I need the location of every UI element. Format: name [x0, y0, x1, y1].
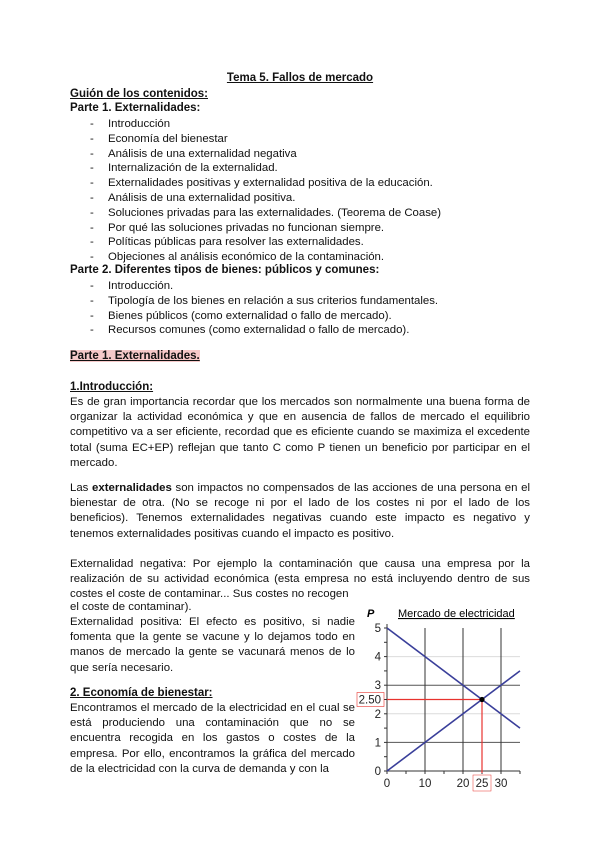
document-title: Tema 5. Fallos de mercado: [226, 72, 374, 84]
ext-text-pre: Las: [70, 482, 93, 494]
x-tick-label: 30: [494, 778, 508, 790]
intro-heading: 1.Introducción:: [70, 381, 154, 393]
y-tick-label: 2.50: [358, 694, 381, 707]
outline-item: - Análisis de una externalidad negativa: [60, 147, 540, 162]
outline-item: - Soluciones privadas para las externalidades. (Teorema de Coase): [60, 206, 540, 221]
outline-item: - Por qué las soluciones privadas no funcionan siempre.: [60, 221, 540, 236]
x-tick-label: 0: [383, 778, 391, 790]
y-tick-label: 4: [374, 651, 381, 664]
outline-item: - Análisis de una externalidad positiva.: [60, 191, 540, 206]
y-tick-label: 5: [374, 623, 381, 635]
positive-externality-paragraph: Externalidad positiva: El efecto es positivo, si nadie fomenta que la gente se vacune y lo dejamos todo en manos de mercado la gente se vacunará menos de lo que sería necesario.: [70, 616, 355, 674]
section1-heading: Parte 1. Externalidades.: [70, 350, 200, 362]
neg-text: Externalidad negativa: Por ejemplo la contaminación que causa una empresa por la realización de su actividad económica (esta empresa no está incluyendo dentro de sus costes el coste de contaminar... Sus costes no recogen: [70, 558, 530, 601]
y-tick-label: 2: [374, 708, 381, 721]
ext-bold-term: externalidades: [92, 482, 172, 494]
outline-item: - Externalidades positivas y externalidad positiva de la educación.: [60, 176, 540, 191]
x-tick-label: 20: [456, 778, 470, 790]
outline-item: - Recursos comunes (como externalidad o fallo de mercado).: [60, 323, 540, 338]
outline-item: - Políticas públicas para resolver las externalidades.: [60, 235, 540, 250]
outline-item: - Objeciones al análisis económico de la contaminación.: [60, 250, 540, 265]
part2-heading: Parte 2. Diferentes tipos de bienes: públicos y comunes:: [70, 264, 380, 276]
part1-outline-list: [60, 117, 540, 265]
welfare-paragraph: Encontramos el mercado de la electricidad en el cual se está produciendo una contaminación que no se encuentra recogida en los gastos o costes de la empresa. Por ello, encontramos la gráfica del mercado de la electricidad con la curva de demanda y con la: [70, 702, 355, 775]
y-tick-label: 0: [374, 766, 381, 778]
y-tick-label: 1: [374, 737, 381, 750]
negative-externality-paragraph: [70, 557, 530, 603]
part1-heading: Parte 1. Externalidades:: [70, 102, 201, 114]
outline-item: - Economía del bienestar: [60, 132, 540, 147]
outline-item: - Introducción.: [60, 279, 540, 294]
outline-item: - Introducción: [60, 117, 540, 132]
electricity-market-chart: [355, 600, 530, 800]
series-line-demanda: [387, 628, 520, 728]
x-tick-label: 25: [475, 778, 489, 790]
x-tick-label: 10: [418, 778, 432, 790]
intro-paragraph: Es de gran importancia recordar que los mercados son normalmente una buena forma de organizar la actividad económica y que en ausencia de fallos de mercado el equilibrio competitivo va a ser eficiente, recordad que es eficiente cuando se maximiza el excedente total (suma EC+EP) reflejan que tanto C como P tienen un beneficio por participar en el mercado.: [70, 396, 530, 469]
negative-externality-cont: el coste de contaminar).: [70, 601, 192, 613]
outline-item: - Tipología de los bienes en relación a sus criterios fundamentales.: [60, 294, 540, 309]
outline-item: - Bienes públicos (como externalidad o fallo de mercado).: [60, 309, 540, 324]
chart-title: Mercado de electricidad: [398, 608, 515, 620]
externalities-paragraph: [70, 481, 530, 542]
y-tick-label: 3: [374, 680, 381, 693]
welfare-heading: 2. Economía de bienestar:: [70, 687, 213, 699]
outline-heading: Guión de los contenidos:: [70, 88, 208, 100]
equilibrium-point: [479, 697, 484, 702]
y-axis-label: P: [367, 608, 375, 620]
outline-item: - Internalización de la externalidad.: [60, 161, 540, 176]
part2-outline-list: [60, 279, 540, 338]
ext-text-post: son impactos no compensados de las acciones de una persona en el bienestar de otra. (No se recoge ni por el lado de los costes ni por el lado de los beneficios). Tenemos externalidades negativas cuando este impacto es negativo y tenemos externalidades positivas cuando el impacto es positivo.: [70, 482, 530, 540]
series-line-oferta: [387, 671, 520, 771]
